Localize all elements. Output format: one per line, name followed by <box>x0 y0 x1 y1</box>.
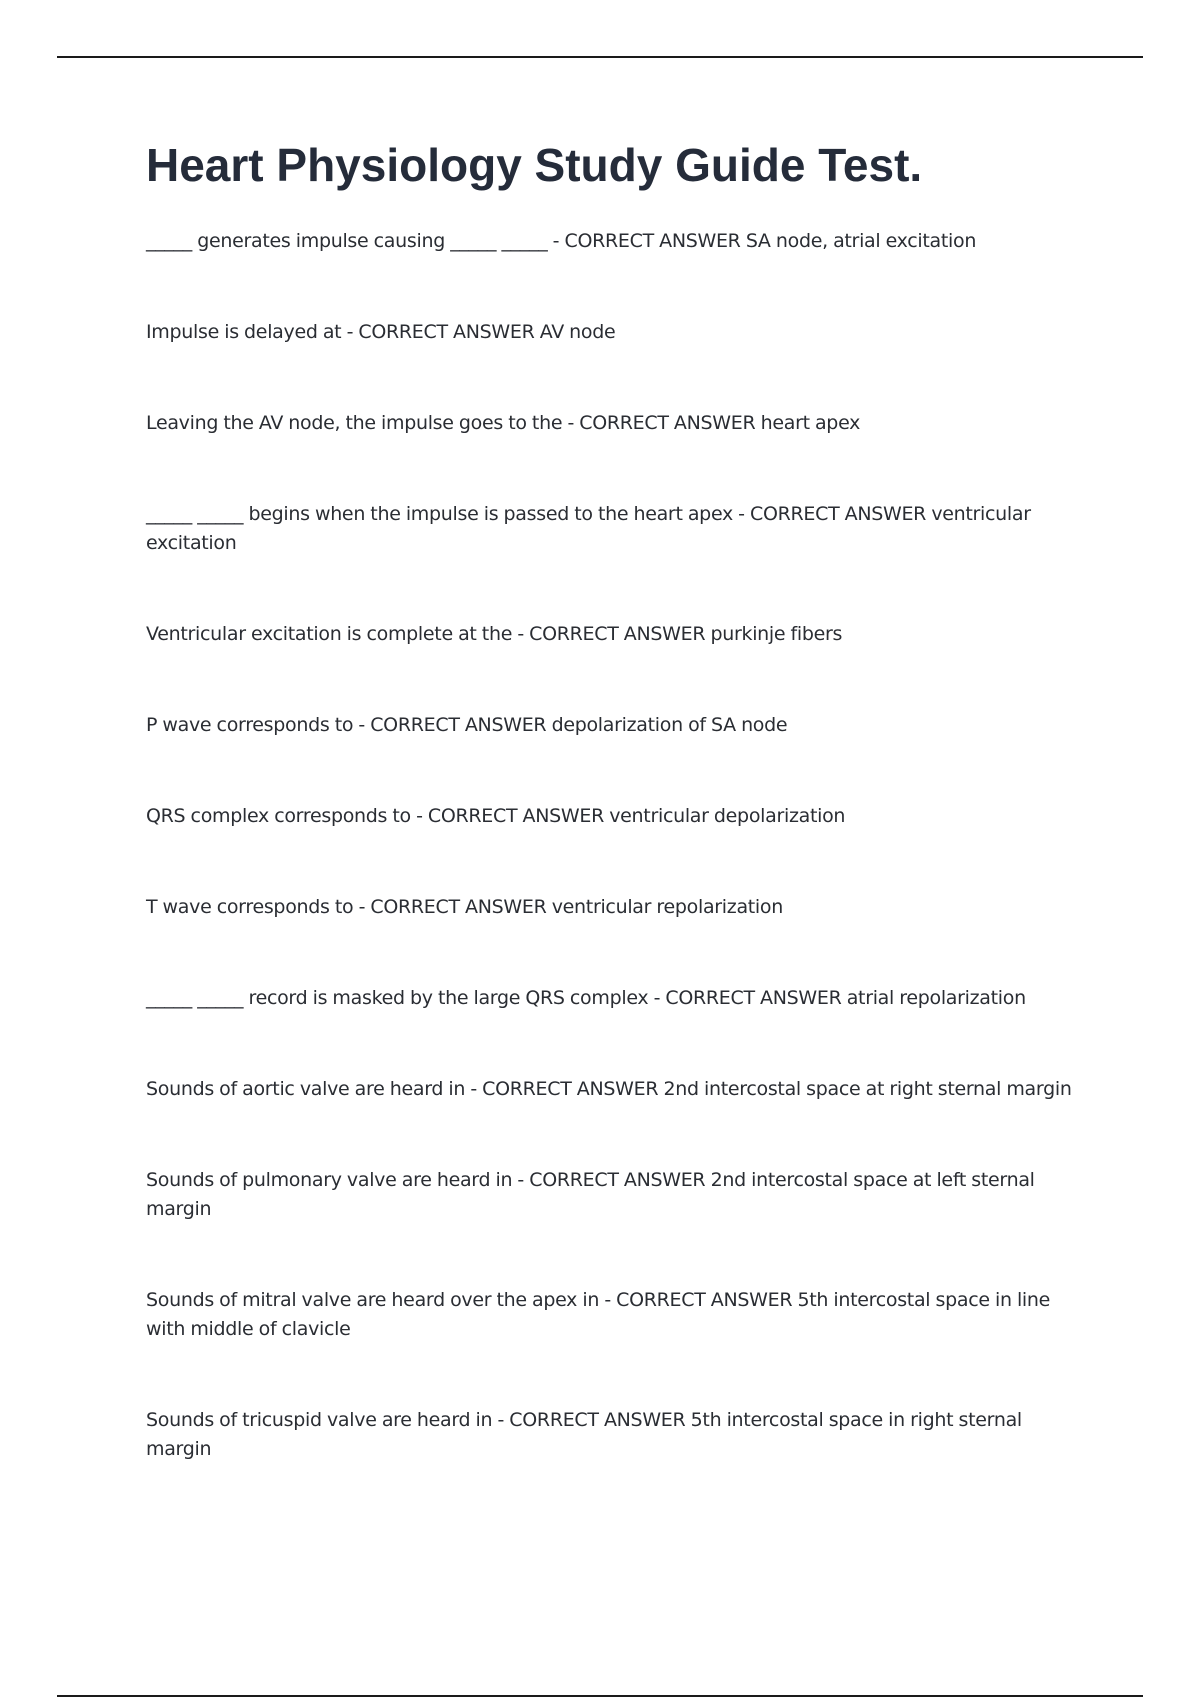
qa-item: Sounds of tricuspid valve are heard in - CORRECT ANSWER 5th intercostal space in right sternal margin <box>146 1408 1022 1460</box>
qa-item: P wave corresponds to - CORRECT ANSWER depolarization of SA node <box>146 713 788 736</box>
document-body <box>146 140 1086 1526</box>
qa-item: Sounds of aortic valve are heard in - CORRECT ANSWER 2nd intercostal space at right sternal margin <box>146 1077 1072 1100</box>
document-title: Heart Physiology Study Guide Test. <box>146 139 923 191</box>
qa-item: Ventricular excitation is complete at the - CORRECT ANSWER purkinje fibers <box>146 622 843 645</box>
qa-item: T wave corresponds to - CORRECT ANSWER ventricular repolarization <box>146 895 783 918</box>
qa-item: QRS complex corresponds to - CORRECT ANSWER ventricular depolarization <box>146 804 846 827</box>
qa-item: Impulse is delayed at - CORRECT ANSWER AV node <box>146 320 616 343</box>
top-divider <box>57 56 1143 58</box>
qa-item: _____ _____ begins when the impulse is passed to the heart apex - CORRECT ANSWER ventricular excitation <box>146 502 1031 554</box>
qa-item: _____ _____ record is masked by the large QRS complex - CORRECT ANSWER atrial repolarization <box>146 986 1026 1009</box>
question-answer-list <box>146 227 1086 1464</box>
qa-item: _____ generates impulse causing _____ _____ - CORRECT ANSWER SA node, atrial excitation <box>146 229 977 252</box>
qa-item: Sounds of pulmonary valve are heard in - CORRECT ANSWER 2nd intercostal space at left sternal margin <box>146 1168 1035 1220</box>
qa-item: Sounds of mitral valve are heard over the apex in - CORRECT ANSWER 5th intercostal space in line with middle of clavicle <box>146 1288 1051 1340</box>
qa-item: Leaving the AV node, the impulse goes to the - CORRECT ANSWER heart apex <box>146 411 861 434</box>
bottom-divider <box>57 1695 1143 1697</box>
